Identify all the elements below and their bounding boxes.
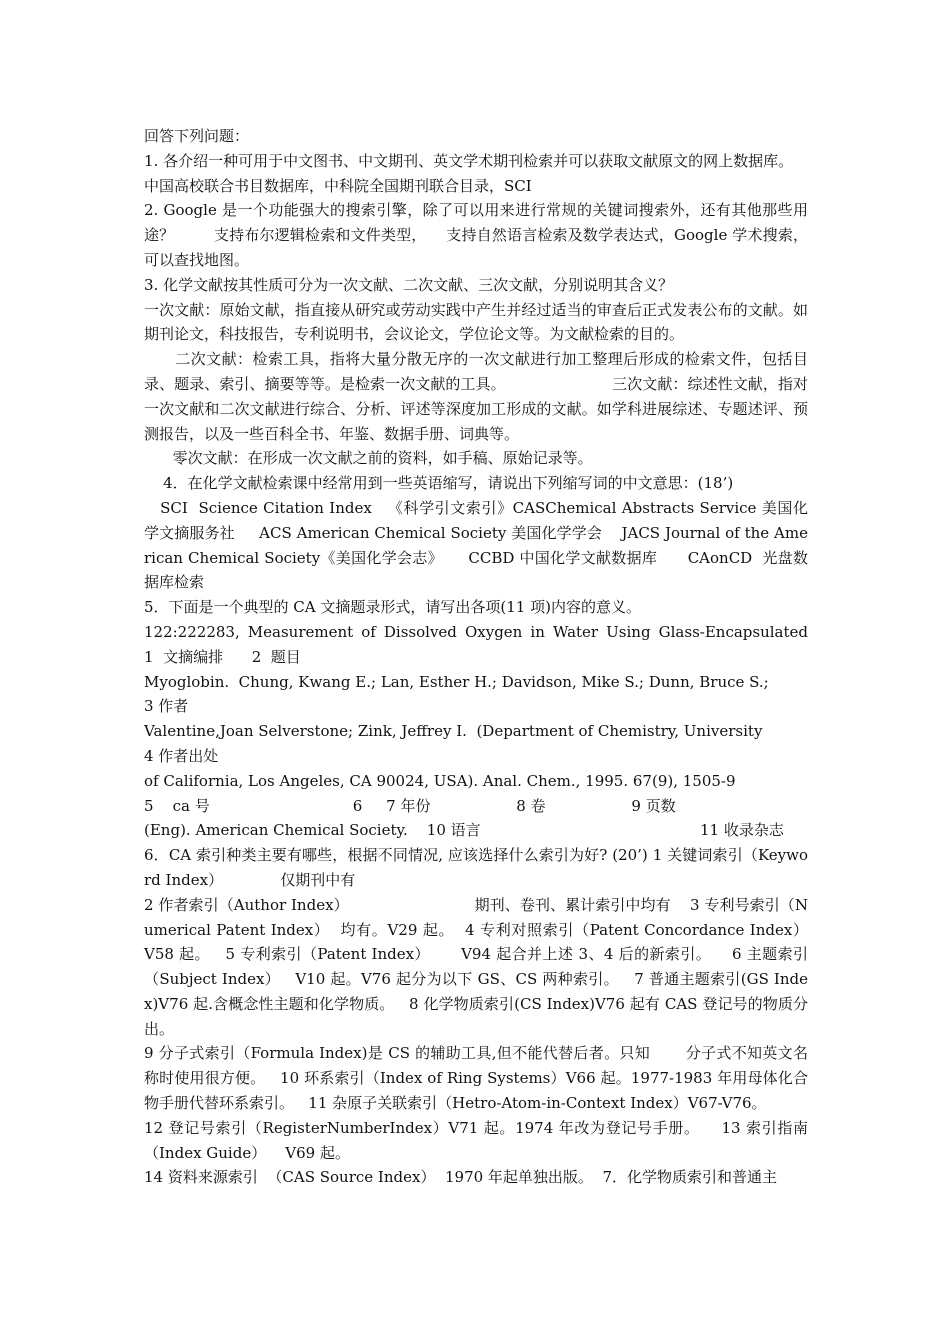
paragraph: 122:222283, Measurement of Dissolved Oxygen in Water Using Glass-Encapsulated 1 文摘编排 2 题目 [144, 622, 832, 666]
paragraph: 3 作者 [144, 697, 189, 716]
paragraph: 3. 化学文献按其性质可分为一次文献、二次文献、三次文献，分别说明其含义？ [144, 275, 674, 294]
paragraph: Valentine,Joan Selverstone; Zink, Jeffrey I. (Department of Chemistry, University [144, 722, 763, 741]
paragraph: 5．下面是一个典型的 CA 文摘题录形式，请写出各项(11 项)内容的意义。 [144, 598, 641, 617]
paragraph: SCI Science Citation Index 《科学引文索引》CASChemical Abstracts Service 美国化学文摘服务社 ACS American Chemical Society 美国化学学会 JACS Journal of the American Chemical Society《美国化学会志》 CCBD 中国化学文献数据库 CAonCD 光盘数据库检索 [144, 498, 808, 592]
paragraph: 二次文献：检索工具，指将大量分散无序的一次文献进行加工整理后形成的检索文件，包括目录、题录、索引、摘要等等。是检索一次文献的工具。 三次文献：综述性文献，指对一次文献和二次文献进行综合、分析、评述等深度加工形成的文献。如学科进展综述、专题述评、预测报告，以及一些百科全书、年鉴、数据手册、词典等。 [144, 350, 809, 443]
paragraph: 2. Google 是一个功能强大的搜索引擎，除了可以用来进行常规的关键词搜索外，还有其他那些用途？ 支持布尔逻辑检索和文件类型， 支持自然语言检索及数学表达式，Google 学术搜索，可以查找地图。 [144, 201, 808, 269]
paragraph: (Eng). American Chemical Society. 10 语言 11 收录杂志 [144, 821, 784, 840]
paragraph: 1. 各介绍一种可用于中文图书、中文期刊、英文学术期刊检索并可以获取文献原文的网上数据库。 [144, 151, 794, 170]
paragraph: of California, Los Angeles, CA 90024, USA). Anal. Chem., 1995. 67(9), 1505-9 [144, 771, 736, 790]
paragraph: 4．在化学文献检索课中经常用到一些英语缩写，请说出下列缩写词的中文意思：(18’) [144, 474, 734, 493]
paragraph: Myoglobin. Chung, Kwang E.; Lan, Esther H.; Davidson, Mike S.; Dunn, Bruce S.; [144, 672, 769, 691]
paragraph: 中国高校联合书目数据库，中科院全国期刊联合目录，SCI [144, 176, 532, 195]
paragraph: 5 ca 号 6 7 年份 8 卷 9 页数 [144, 796, 676, 815]
paragraph: 2 作者索引（Author Index） 期刊、卷刊、累计索引中均有 3 专利号索引（Numerical Patent Index） 均有。V29 起。 4 专利对照索引（Patent Concordance Index） V58 起。 5 专利索引（Patent Index） V94 起合并上述 3、4 后的新索引。 6 主题索引（Subject Index） V10 起。V76 起分为以下 GS、CS 两种索引。 7 普通主题索引(GS Index)V76 起.含概念性主题和化学物质。 8 化学物质索引(CS Index)V76 起有 CAS 登记号的物质分出。 [144, 895, 818, 1038]
document-body [144, 124, 832, 1190]
paragraph: 12 登记号索引（RegisterNumberIndex）V71 起。1974 年改为登记号手册。 13 索引指南（Index Guide） V69 起。 [144, 1118, 808, 1162]
paragraph: 9 分子式索引（Formula Index)是 CS 的辅助工具,但不能代替后者。只知 分子式不知英文名称时使用很方便。 10 环系索引（Index of Ring Systems）V66 起。1977-1983 年用母体化合物手册代替环系索引。 11 杂原子关联索引（Hetro-Atom-in-Context Index）V67-V76。 [144, 1044, 808, 1113]
paragraph: 一次文献：原始文献，指直接从研究或劳动实践中产生并经过适当的审查后正式发表公布的文献。如期刊论文，科技报告，专利说明书，会议论文，学位论文等。为文献检索的目的。 [144, 300, 808, 344]
paragraph: 4 作者出处 [144, 746, 219, 765]
paragraph: 回答下列问题： [144, 127, 250, 145]
paragraph: 零次文献：在形成一次文献之前的资料，如手稿、原始记录等。 [144, 449, 593, 468]
paragraph: 6．CA 索引种类主要有哪些，根据不同情况, 应该选择什么索引为好? (20’) 1 关键词索引（Keyword Index） 仅期刊中有 [144, 846, 808, 889]
paragraph: 14 资料来源索引 （CAS Source Index） 1970 年起单独出版。 7．化学物质索引和普通主 [144, 1168, 778, 1187]
